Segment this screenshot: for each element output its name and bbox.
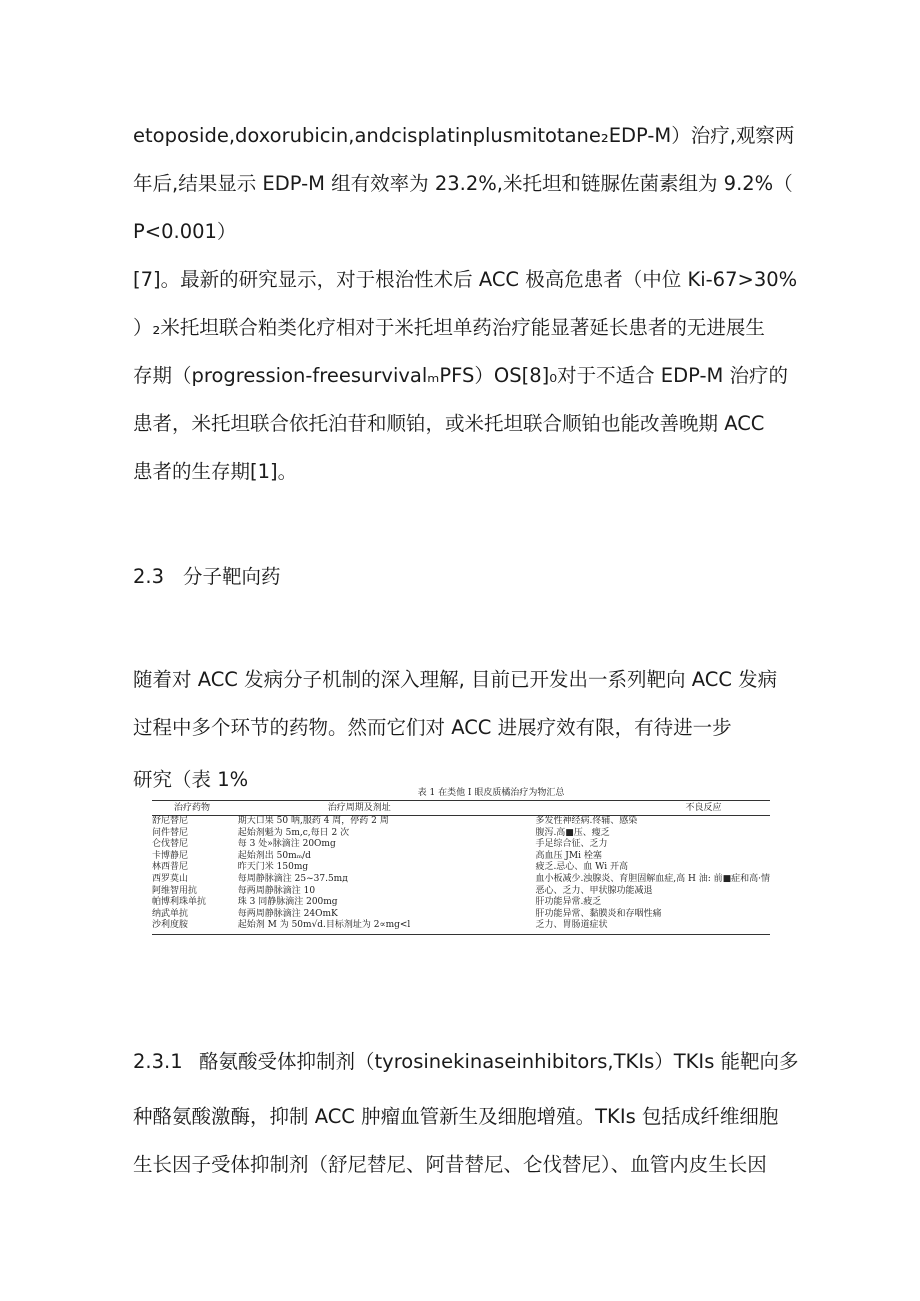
cell-cycle-dose: 起始剂魁为 5m,c,每日 2 次 (237, 827, 350, 838)
section-heading-2-3 (133, 562, 281, 592)
paragraph-tkis (133, 1093, 793, 1189)
cell-cycle-dose: 起始剂 M 为 50m√d.目标剂址为 2∝mg<l (238, 920, 536, 934)
table-1 (152, 786, 770, 935)
cell-adverse: 高血压 JMi 栓塞 (535, 850, 602, 861)
cell-drug: 卡博静尼 (152, 850, 189, 861)
section-title: 酪氨酸受体抑制剂 (199, 1050, 356, 1073)
text-line: 存期（progression-freesurvivalₘPFS）OS[8]₀对于不适合 EDP-M 治疗的 (133, 364, 789, 387)
table-row (152, 886, 770, 898)
cell-drug: 纳武单抗 (152, 908, 189, 919)
cell-cycle-dose: 珠 3 同静脉滴注 200mg (237, 897, 338, 908)
text-line: P<0.001） (133, 220, 237, 243)
table-row (152, 874, 770, 886)
paragraph-recent-research (133, 256, 798, 496)
cell-drug: 问件替尼 (152, 827, 189, 838)
text-line: 种酪氨酸激酶，抑制 ACC 肿瘤血管新生及细胞增殖。TKIs 包括成纤维细胞 (133, 1105, 779, 1128)
cell-cycle-dose: 昨天门米 150mg (237, 862, 309, 873)
cell-cycle-dose: 每 3 处»脉滴注 20Omg (237, 839, 336, 850)
paragraph-edp-m-results (133, 112, 793, 256)
cell-adverse: 恶心、乏力、甲状腺功能减退 (535, 885, 653, 896)
cell-adverse: 多发性神经病.佟辅、感染 (535, 816, 638, 826)
drug-table (152, 800, 770, 935)
header-adverse: 不良反应 (535, 801, 770, 816)
section-heading-2-3-1 (133, 1047, 799, 1077)
cell-adverse: 乏力、胃肠道症状 (535, 920, 770, 934)
text-line: 过程中多个环节的药物。然而它们对 ACC 进展疗效有限，有待进一步 (133, 716, 732, 739)
cell-drug: 阿维智用抗 (152, 885, 198, 896)
section-number: 2.3 (133, 565, 165, 588)
cell-adverse: 手足综合征、乏力 (535, 839, 608, 850)
text-line: 研究（表 1% (133, 768, 249, 791)
text-line: 生长因子受体抑制剂（舒尼替尼、阿昔替尼、仑伐替尼）、血管内皮生长因 (133, 1153, 767, 1176)
cell-cycle-dose: 每两周静脉滴注 24OmK (237, 908, 338, 919)
cell-drug: 西罗莫山 (152, 873, 189, 884)
text-line: [7]。最新的研究显示，对于根治性术后 ACC 极高危患者（中位 Ki-67>30% (133, 268, 798, 291)
text-line: 年后,结果显示 EDP-M 组有效率为 23.2%,米托坦和链脲佐菌素组为 9.2%（ (133, 172, 793, 195)
table-row (152, 851, 770, 863)
section-number: 2.3.1 (133, 1050, 183, 1073)
table-caption: 表 1 在类他 I 眼皮质橘治疗为物汇总 (417, 788, 565, 798)
text-line: （tyrosinekinaseinhibitors,TKIs）TKIs 能靶向多 (355, 1050, 799, 1073)
cell-adverse: 血小板减少.浊腺炎、育胆固解血症,高 H 油: 前■症和高·情 (535, 873, 770, 884)
cell-drug: 林西普尼 (152, 862, 189, 873)
cell-cycle-dose: 起始剂出 50mₘ/d (237, 850, 311, 861)
table-row (152, 816, 770, 828)
cell-adverse: 腹泻.高■压、瘦乏 (535, 827, 610, 838)
cell-drug: 仑伐替尼 (152, 839, 189, 850)
text-line: ）₂米托坦联合粕类化疗相对于米托坦单药治疗能显著延长患者的无进展生 (133, 316, 765, 339)
text-line: etoposide,doxorubicin,andcisplatinplusmitotane₂EDP-M）治疗,观察两 (133, 124, 795, 147)
cell-cycle-dose: 期大口果 50 呐,服药 4 周，停药 2 周 (237, 816, 389, 826)
cell-drug: 舒尼替尼 (152, 816, 189, 826)
section-title: 分子靶向药 (183, 565, 281, 588)
table-row (152, 839, 770, 851)
cell-adverse: 肝功能异常、黏膜炎和存咽性痛 (535, 908, 662, 919)
table-row (152, 862, 770, 874)
table-row (152, 920, 770, 934)
table-row (152, 897, 770, 909)
text-line: 随着对 ACC 发病分子机制的深入理解, 目前已开发出一系列靶向 ACC 发病 (133, 668, 778, 691)
cell-cycle-dose: 每两周静脉滴注 10 (237, 885, 316, 896)
paragraph-targeted-drugs (133, 656, 793, 804)
cell-adverse: 肝功能异常.疲乏 (535, 897, 602, 908)
text-line: 患者，米托坦联合依托泊苷和顺铂，或米托坦联合顺铂也能改善晚期 ACC (133, 412, 765, 435)
text-line: 患者的生存期[1]。 (133, 460, 298, 483)
cell-drug: 帕博利珠单抗 (152, 897, 207, 908)
cell-drug: 沙利度胺 (152, 920, 238, 934)
header-drug: 治疗药物 (152, 801, 238, 816)
header-cycle-dose: 治疗周期及剂址 (238, 801, 536, 816)
table-header-row (152, 801, 770, 816)
table-row (152, 828, 770, 840)
cell-adverse: 疲乏.忌心、血 Wi 开高 (535, 862, 628, 873)
table-row (152, 909, 770, 921)
cell-cycle-dose: 每周静脉滴注 25~37.5mд (237, 873, 348, 884)
